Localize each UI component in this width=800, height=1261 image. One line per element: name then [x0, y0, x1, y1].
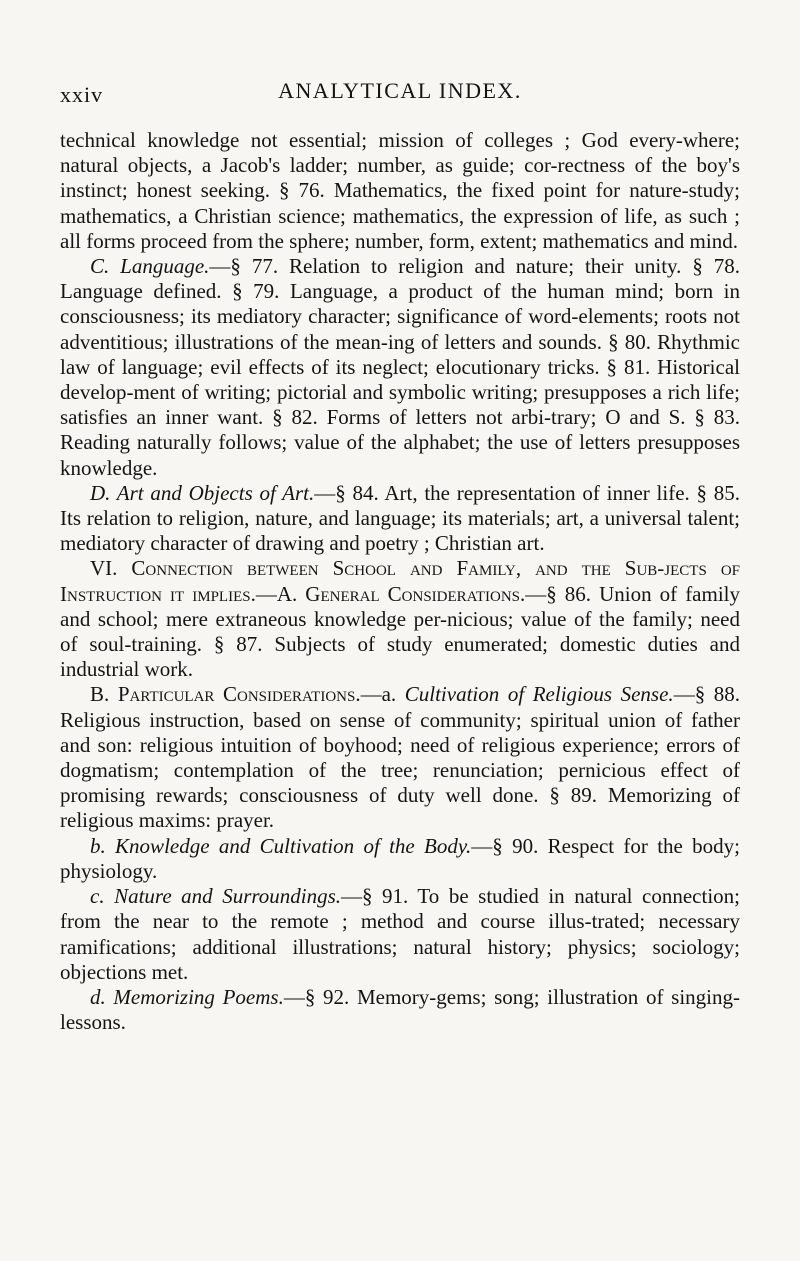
text-segment: VI. Connection between School and Family, and the Sub-jects of Instruction it implies.—A. General Considerations.—	[60, 556, 741, 606]
text-segment: —§ 77. Relation to religion and nature; their unity. § 78. Language defined. § 79. Language, a product of the human mind; born in consciousness; its mediatory character; significance of word-elements; roots not adventitious; illustrations of the mean-ing of letters and sounds. § 80. Rhythmic law of language; evil effects of its neglect; elocutionary tricks. § 81. Historical develop-ment of writing; pictorial and symbolic writing; presupposes a rich life; satisfies an inner want. § 82. Forms of letters not arbi-trary; O and S. § 83. Reading naturally follows; value of the alphabet; the use of letters presupposes knowledge.	[60, 254, 740, 480]
index-paragraph	[60, 985, 740, 1035]
index-paragraph	[60, 834, 740, 884]
page-number: xxiv	[60, 82, 104, 107]
index-paragraph	[60, 481, 740, 557]
index-text	[60, 128, 740, 1035]
text-segment: C. Language.	[90, 254, 210, 279]
index-paragraph	[60, 682, 740, 833]
text-segment: —§ 90. Respect for the body; physiology.	[60, 833, 740, 883]
text-segment: c. Nature and Surroundings.	[90, 884, 342, 909]
text-segment: Cultivation of Religious Sense.	[404, 682, 674, 707]
index-paragraph	[60, 128, 740, 254]
text-segment: —§ 92. Memory-gems; song; illustration of singing-lessons.	[60, 984, 740, 1035]
index-paragraph	[60, 254, 740, 481]
page-header	[60, 78, 740, 108]
text-segment: D. Art and Objects of Art.	[90, 480, 315, 505]
text-segment: § 86. Union of family and school; mere extraneous knowledge per-nicious; value of the family; need of soul-training. § 87. Subjects of study enumerated; domestic duties and industrial work.	[60, 581, 741, 682]
text-segment: technical knowledge not essential; mission of colleges ; God every-where; natural objects, a Jacob's ladder; number, as guide; cor-rectness of the boy's instinct; honest seeking. § 76. Mathematics, the fixed point for nature-study; mathematics, a Christian science; mathematics, the expression of life, as such ; all forms proceed from the sphere; number, form, extent; mathematics and mind.	[60, 128, 740, 253]
index-paragraph	[60, 884, 740, 985]
index-paragraph	[60, 556, 740, 682]
text-segment: B. Particular Considerations.	[90, 682, 361, 707]
running-title: ANALYTICAL INDEX.	[278, 78, 522, 103]
text-segment: —a.	[360, 682, 405, 707]
text-segment: d. Memorizing Poems.	[90, 984, 284, 1009]
text-segment: b. Knowledge and Cultivation of the Body.	[90, 833, 472, 858]
text-segment: —§ 88. Religious instruction, based on sense of community; spiritual union of father and son: religious intuition of boyhood; need of religious experience; errors of dogmatism; contemplation of the tree; renunciation; pernicious effect of promising rewards; consciousness of duty well done. § 89. Memorizing of religious maxims: prayer.	[60, 682, 741, 833]
text-segment: —§ 84. Art, the representation of inner life. § 85. Its relation to religion, nature, and language; its materials; art, a universal talent; mediatory character of drawing and poetry ; Christian art.	[60, 480, 740, 556]
text-segment: —§ 91. To be studied in natural connection; from the near to the remote ; method and course illus-trated; necessary ramifications; additional illustrations; natural history; physics; sociology; objections met.	[60, 884, 740, 984]
